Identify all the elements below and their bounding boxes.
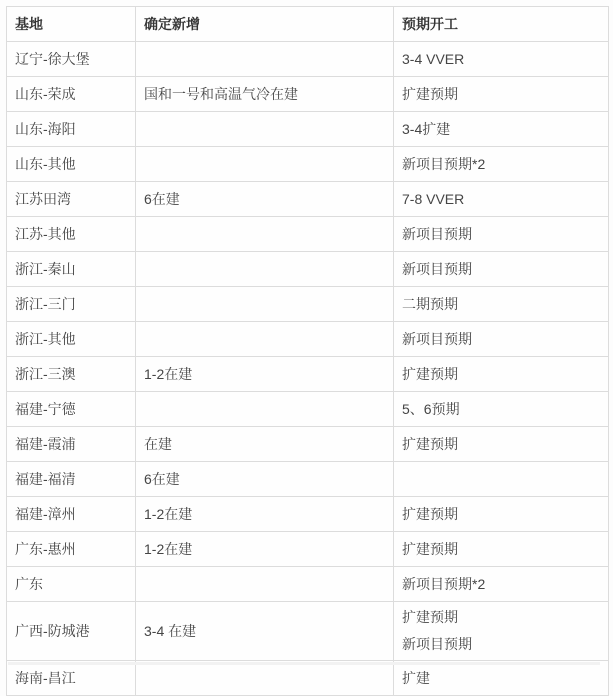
cell-expected xyxy=(394,322,609,357)
cell-confirmed xyxy=(136,217,394,252)
cell-base: 广东 xyxy=(7,567,136,602)
cell-expected xyxy=(394,112,609,147)
header-row xyxy=(7,7,609,42)
cell-base: 辽宁-徐大堡 xyxy=(7,42,136,77)
cell-base: 浙江-三门 xyxy=(7,287,136,322)
cell-base: 浙江-其他 xyxy=(7,322,136,357)
expected-line: 新项目预期*2 xyxy=(402,575,486,592)
table-row xyxy=(7,567,609,602)
cell-confirmed xyxy=(136,661,394,696)
cell-confirmed: 在建 xyxy=(136,427,394,462)
expected-line: 新项目预期 xyxy=(402,260,472,277)
cell-confirmed xyxy=(136,42,394,77)
cell-confirmed xyxy=(136,112,394,147)
expected-line: 扩建 xyxy=(402,669,430,686)
cell-confirmed xyxy=(136,322,394,357)
cell-expected xyxy=(394,77,609,112)
table-row xyxy=(7,462,609,497)
expected-line: 3-4扩建 xyxy=(402,120,451,137)
cell-base: 福建-漳州 xyxy=(7,497,136,532)
cell-confirmed: 3-4 在建 xyxy=(136,602,394,661)
cell-expected xyxy=(394,532,609,567)
cell-expected xyxy=(394,661,609,696)
table-row xyxy=(7,77,609,112)
table-row xyxy=(7,661,609,696)
expected-line: 扩建预期 xyxy=(402,609,458,625)
expected-line: 二期预期 xyxy=(402,295,458,312)
cell-expected xyxy=(394,462,609,497)
cell-confirmed xyxy=(136,252,394,287)
header-cell-expected: 预期开工 xyxy=(394,7,609,42)
table-row xyxy=(7,287,609,322)
table-row xyxy=(7,42,609,77)
expected-line: 扩建预期 xyxy=(402,540,458,557)
expected-line: 新项目预期 xyxy=(402,225,472,242)
cell-confirmed: 1-2在建 xyxy=(136,357,394,392)
expected-line: 7-8 VVER xyxy=(402,190,465,207)
cell-base: 海南-昌江 xyxy=(7,661,136,696)
table-row xyxy=(7,357,609,392)
cell-base: 江苏-其他 xyxy=(7,217,136,252)
header-cell-base: 基地 xyxy=(7,7,136,42)
cell-base: 广西-防城港 xyxy=(7,602,136,661)
table-row xyxy=(7,322,609,357)
expected-line: 扩建预期 xyxy=(402,505,458,522)
page-bottom-divider xyxy=(8,662,600,665)
cell-expected xyxy=(394,182,609,217)
cell-confirmed: 1-2在建 xyxy=(136,532,394,567)
cell-confirmed xyxy=(136,392,394,427)
table-row xyxy=(7,532,609,567)
cell-base: 江苏田湾 xyxy=(7,182,136,217)
cell-expected xyxy=(394,497,609,532)
cell-base: 福建-宁德 xyxy=(7,392,136,427)
cell-expected xyxy=(394,252,609,287)
table-row xyxy=(7,392,609,427)
cell-expected xyxy=(394,427,609,462)
table-row xyxy=(7,217,609,252)
expected-line: 5、6预期 xyxy=(402,400,460,417)
cell-expected xyxy=(394,287,609,322)
cell-base: 福建-福清 xyxy=(7,462,136,497)
cell-confirmed xyxy=(136,567,394,602)
expected-line: 3-4 VVER xyxy=(402,50,465,67)
table-header xyxy=(7,7,609,42)
expected-line: 扩建预期 xyxy=(402,85,458,102)
cell-confirmed: 国和一号和高温气冷在建 xyxy=(136,77,394,112)
header-cell-confirmed: 确定新增 xyxy=(136,7,394,42)
cell-base: 山东-荣成 xyxy=(7,77,136,112)
table-body xyxy=(7,42,609,696)
table-row xyxy=(7,497,609,532)
cell-expected xyxy=(394,602,609,661)
table-row xyxy=(7,182,609,217)
cell-expected xyxy=(394,357,609,392)
table-row xyxy=(7,147,609,182)
table-row xyxy=(7,602,609,661)
expected-line: 新项目预期*2 xyxy=(402,155,486,172)
cell-expected xyxy=(394,42,609,77)
cell-base: 山东-海阳 xyxy=(7,112,136,147)
table-row xyxy=(7,112,609,147)
expected-line: 新项目预期 xyxy=(402,636,472,652)
cell-confirmed xyxy=(136,147,394,182)
cell-confirmed xyxy=(136,287,394,322)
cell-base: 浙江-三澳 xyxy=(7,357,136,392)
cell-base: 广东-惠州 xyxy=(7,532,136,567)
cell-expected xyxy=(394,567,609,602)
cell-expected xyxy=(394,147,609,182)
expected-line: 扩建预期 xyxy=(402,365,458,382)
cell-expected xyxy=(394,217,609,252)
bases-table-container xyxy=(6,6,609,696)
cell-base: 福建-霞浦 xyxy=(7,427,136,462)
cell-base: 浙江-秦山 xyxy=(7,252,136,287)
cell-base: 山东-其他 xyxy=(7,147,136,182)
bases-table xyxy=(6,6,609,696)
cell-expected xyxy=(394,392,609,427)
expected-line: 扩建预期 xyxy=(402,435,458,452)
table-row xyxy=(7,427,609,462)
table-row xyxy=(7,252,609,287)
cell-confirmed: 6在建 xyxy=(136,462,394,497)
cell-confirmed: 1-2在建 xyxy=(136,497,394,532)
cell-confirmed: 6在建 xyxy=(136,182,394,217)
expected-line: 新项目预期 xyxy=(402,330,472,347)
